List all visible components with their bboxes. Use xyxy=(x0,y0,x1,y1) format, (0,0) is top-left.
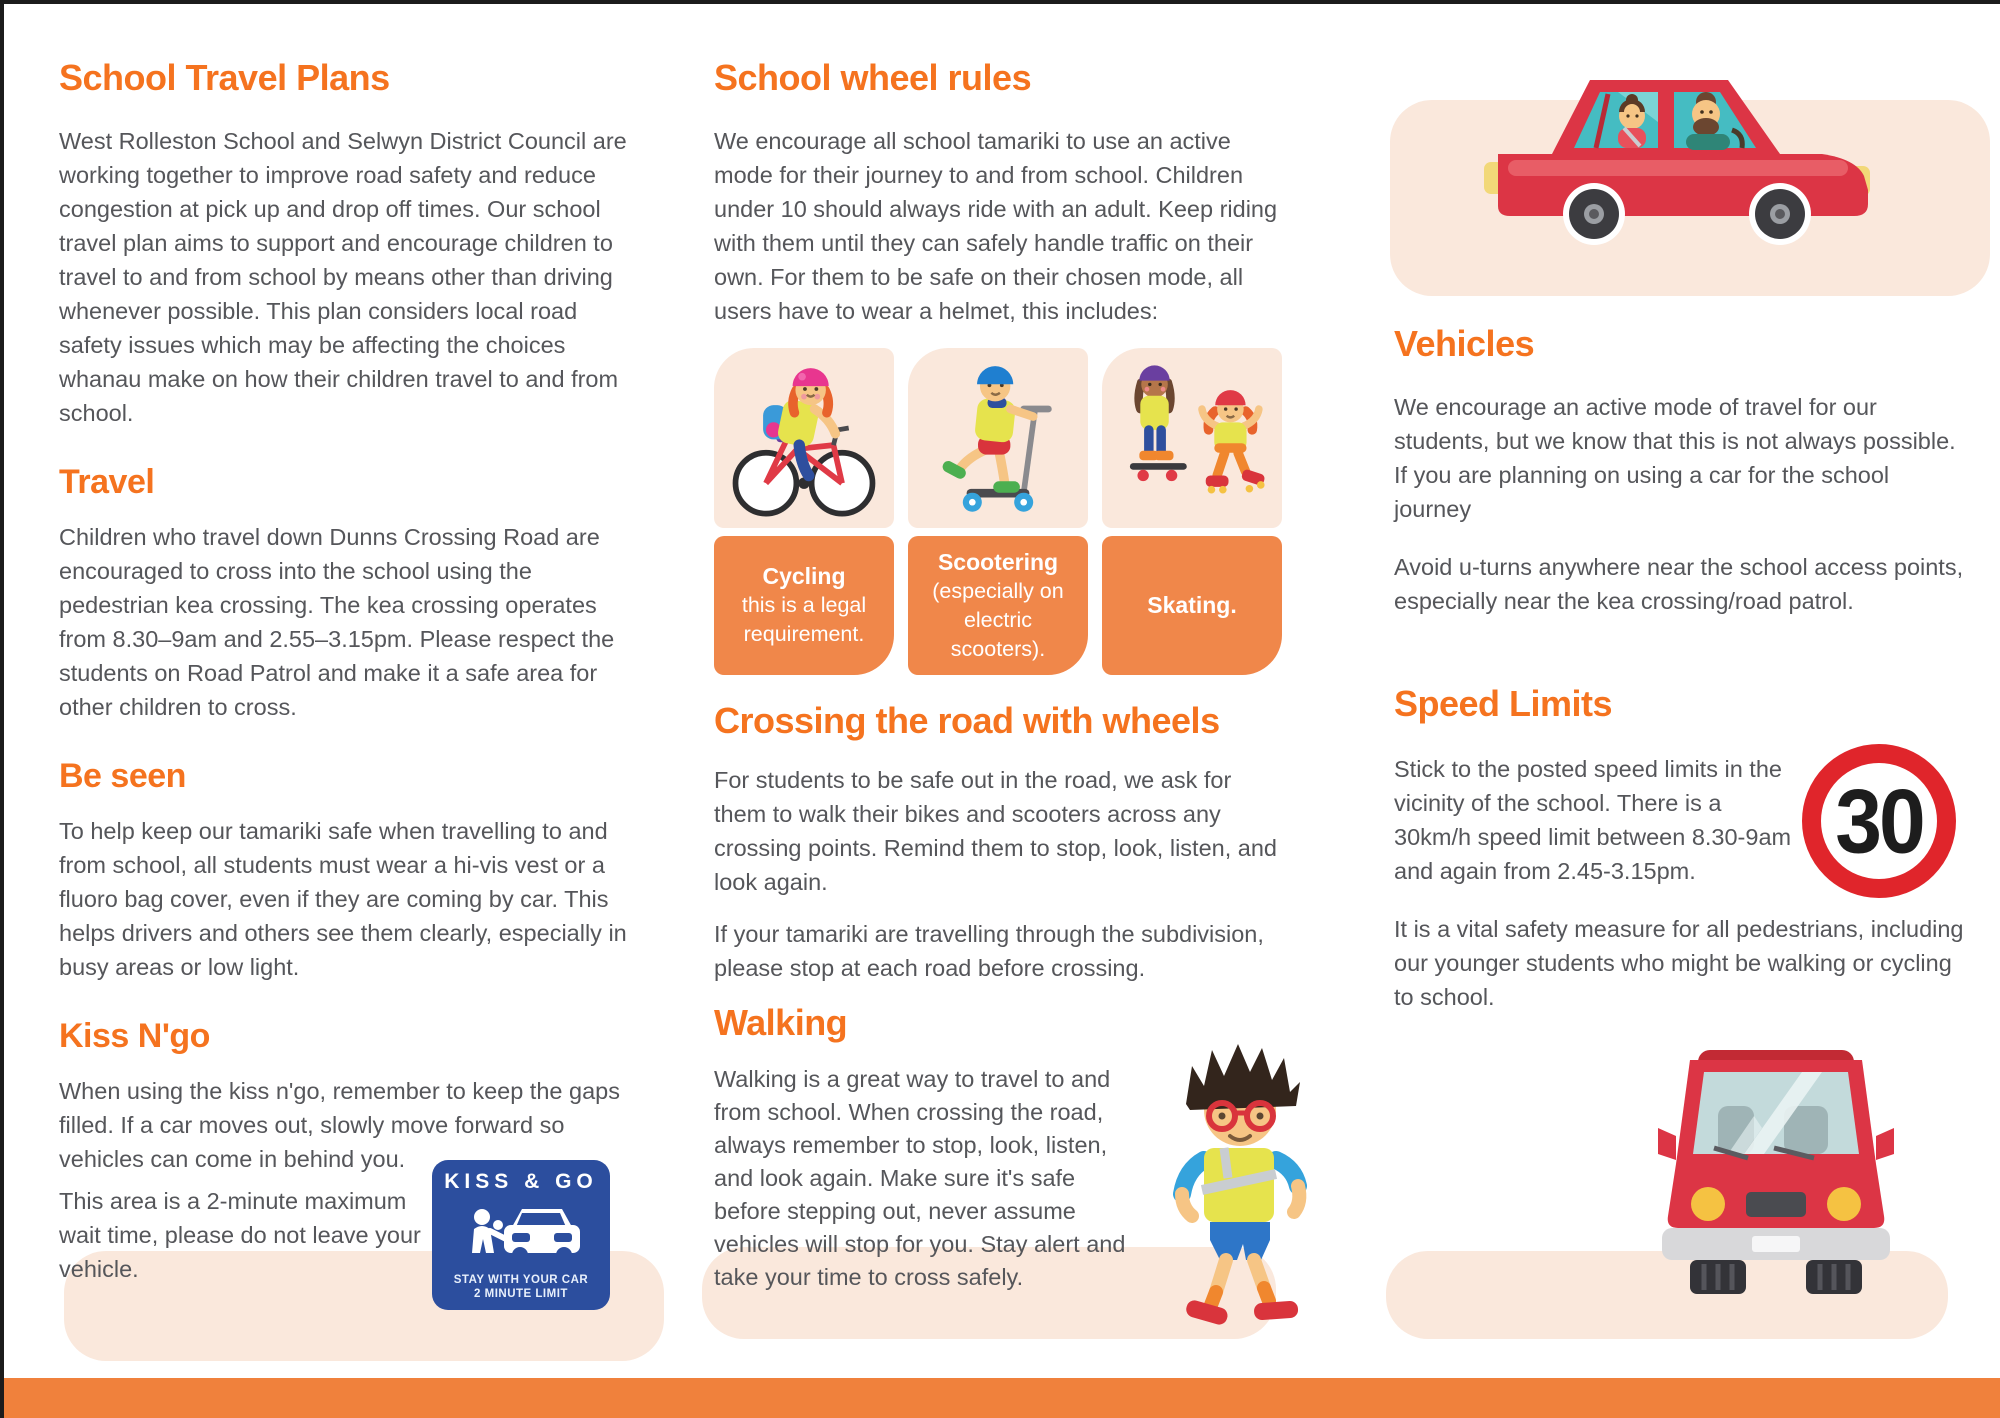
speed-limit-30-sign xyxy=(1802,744,1956,898)
vehicles-paragraph-1: We encourage an active mode of travel for our students, but we know that this is not always possible. If you are planning on using a car for the school journey xyxy=(1394,394,1956,522)
girl-cycling-icon xyxy=(721,350,887,526)
crossing-paragraph-1: For students to be safe out in the road, we ask for them to walk their bikes and scooters across any crossing points. Remind them to stop, look, listen, and look again. xyxy=(714,767,1277,895)
kiss-n-go-paragraph-2: This area is a 2-minute maximum wait time, please do not leave your vehicle. xyxy=(59,1188,421,1282)
bottom-accent-bar xyxy=(4,1378,2000,1418)
walking-heading: Walking xyxy=(714,1002,848,1043)
front-car-illustration xyxy=(1656,1050,1896,1300)
crossing-heading: Crossing the road with wheels xyxy=(714,700,1220,741)
card-cycling-subtitle: this is a legal requirement. xyxy=(741,593,867,646)
wheel-rules-heading: School wheel rules xyxy=(714,57,1032,98)
speed-paragraph-2: It is a vital safety measure for all pedestrians, including our younger students who might be walking or cycling to school. xyxy=(1394,916,1964,1010)
kiss-go-pictogram-icon xyxy=(456,1205,586,1263)
kids-skating-illustration xyxy=(1102,348,1282,528)
crossing-paragraph-2: If your tamariki are travelling through the subdivision, please stop at each road before crossing. xyxy=(714,921,1264,981)
kiss-n-go-heading: Kiss N'go xyxy=(59,1017,210,1055)
card-cycling-label xyxy=(714,536,894,675)
card-skating-title: Skating. xyxy=(1147,592,1237,618)
vehicles-paragraph-2: Avoid u-turns anywhere near the school access points, especially near the kea crossing/road patrol. xyxy=(1394,554,1964,614)
intro-paragraph: West Rolleston School and Selwyn District Council are working together to improve road safety and reduce congestion at pick up and drop off times. Our school travel plan aims to support and encourage children to travel to and from school by means other than driving whenever possible. This plan considers local road safety issues which may be affecting the choices whanau make on how their children travel to and from school. xyxy=(59,128,627,426)
wheel-rules-paragraph: We encourage all school tamariki to use an active mode for their journey to and from school. Children under 10 should always ride with an adult. Keep riding with them until they can safely handle traffic on their own. For them to be safe on their chosen mode, all users have to wear a helmet, this includes: xyxy=(714,128,1278,324)
card-scootering-subtitle: (especially on electric scooters). xyxy=(932,578,1064,661)
kids-skating-icon xyxy=(1109,350,1275,526)
family-car-illustration xyxy=(1482,64,1874,250)
travel-heading: Travel xyxy=(59,463,155,501)
be-seen-paragraph: To help keep our tamariki safe when travelling to and from school, all students must wear a hi-vis vest or a fluoro bag cover, even if they are coming by car. This helps drivers and others see them clearly, especially in busy areas or low light. xyxy=(59,818,627,980)
speed-limits-heading: Speed Limits xyxy=(1394,683,1613,724)
walking-paragraph: Walking is a great way to travel to and from school. When crossing the road, always remember to stop, look, listen, and look again. Make sure it's safe before stepping out, never assume vehicles will stop for you. Stay alert and take your time to cross safely. xyxy=(714,1066,1126,1290)
be-seen-heading: Be seen xyxy=(59,757,186,795)
speed-limit-value: 30 xyxy=(1835,769,1923,872)
speed-paragraph-1: Stick to the posted speed limits in the vicinity of the school. There is a 30km/h speed limit between 8.30-9am and again from 2.45-3.15pm. xyxy=(1394,756,1792,884)
kiss-sign-line2: 2 MINUTE LIMIT xyxy=(474,1288,568,1300)
card-cycling xyxy=(714,348,894,675)
card-cycling-title: Cycling xyxy=(762,563,846,589)
kiss-and-go-sign-subtext xyxy=(438,1273,604,1301)
wheel-mode-cards xyxy=(714,348,1282,675)
card-scootering-title: Scootering xyxy=(937,548,1059,575)
travel-paragraph: Children who travel down Dunns Crossing Road are encouraged to cross into the school using the pedestrian kea crossing. The kea crossing operates from 8.30–9am and 2.55–3.15pm. Please respect the students on Road Patrol and make it a safe area for other children to cross. xyxy=(59,524,615,720)
boy-scootering-illustration xyxy=(908,348,1088,528)
card-scootering xyxy=(908,348,1088,675)
card-scootering-label xyxy=(908,536,1088,675)
girl-cycling-illustration xyxy=(714,348,894,528)
kiss-and-go-sign-title: KISS & GO xyxy=(444,1170,598,1193)
page-title: School Travel Plans xyxy=(59,57,390,98)
card-skating xyxy=(1102,348,1282,675)
walking-boy-illustration xyxy=(1154,1040,1329,1340)
left-column xyxy=(59,56,627,1286)
kiss-sign-line1: STAY WITH YOUR CAR xyxy=(453,1274,589,1286)
vehicles-heading: Vehicles xyxy=(1394,323,1535,364)
kiss-n-go-paragraph: When using the kiss n'go, remember to keep the gaps filled. If a car moves out, slowly move forward so vehicles can come in behind you. xyxy=(59,1078,620,1172)
boy-scootering-icon xyxy=(915,350,1081,526)
card-skating-label xyxy=(1102,536,1282,675)
kiss-and-go-sign xyxy=(432,1160,610,1310)
